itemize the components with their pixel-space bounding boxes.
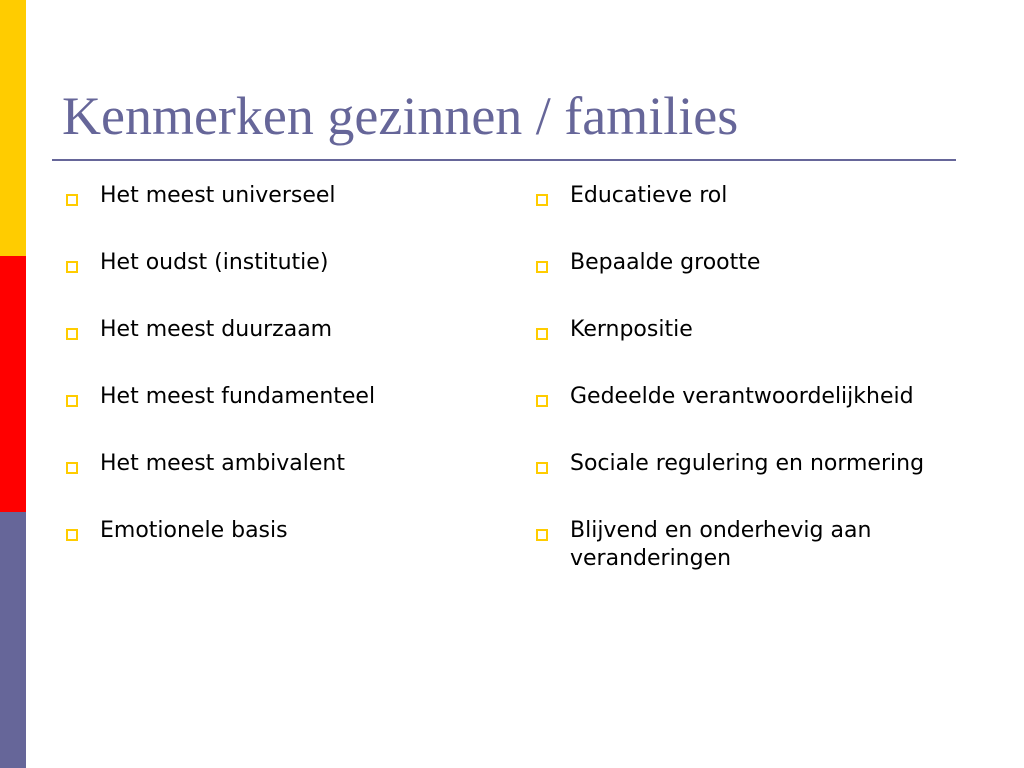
- square-bullet-icon: [536, 462, 548, 474]
- list-item-text: Kernpositie: [570, 317, 693, 342]
- square-bullet-icon: [66, 529, 78, 541]
- square-bullet-icon: [66, 395, 78, 407]
- list-item-text: Emotionele basis: [100, 518, 288, 543]
- title-divider: [52, 159, 956, 161]
- list-item: [534, 517, 954, 573]
- list-item-text: Het meest ambivalent: [100, 451, 345, 476]
- square-bullet-icon: [536, 529, 548, 541]
- list-item: [534, 249, 954, 277]
- square-bullet-icon: [536, 261, 548, 273]
- list-item-text: Het meest fundamenteel: [100, 384, 376, 409]
- square-bullet-icon: [536, 328, 548, 340]
- right-bullet-list: [534, 182, 954, 612]
- list-item: [64, 182, 484, 210]
- side-bar-red-segment: [0, 256, 26, 512]
- decorative-side-bar: [0, 0, 26, 768]
- square-bullet-icon: [66, 261, 78, 273]
- square-bullet-icon: [66, 462, 78, 474]
- left-bullet-list: [64, 182, 484, 584]
- list-item-text: Het meest duurzaam: [100, 317, 333, 342]
- list-item: [534, 450, 954, 478]
- square-bullet-icon: [536, 194, 548, 206]
- list-item-text: Bepaalde grootte: [570, 250, 761, 275]
- list-item-text: Sociale regulering en normering: [570, 451, 925, 476]
- square-bullet-icon: [536, 395, 548, 407]
- list-item: [64, 517, 484, 545]
- list-item-text: Blijvend en onderhevig aan veranderingen: [570, 518, 872, 571]
- list-item: [64, 249, 484, 277]
- list-item: [534, 316, 954, 344]
- side-bar-purple-segment: [0, 512, 26, 768]
- slide-title: Kenmerken gezinnen / families: [62, 86, 739, 146]
- square-bullet-icon: [66, 328, 78, 340]
- list-item: [534, 182, 954, 210]
- list-item: [64, 450, 484, 478]
- list-item: [64, 383, 484, 411]
- square-bullet-icon: [66, 194, 78, 206]
- list-item-text: Educatieve rol: [570, 183, 728, 208]
- list-item-text: Het meest universeel: [100, 183, 336, 208]
- list-item: [64, 316, 484, 344]
- list-item: [534, 383, 954, 411]
- list-item-text: Gedeelde verantwoordelijkheid: [570, 384, 914, 409]
- list-item-text: Het oudst (institutie): [100, 250, 329, 275]
- side-bar-yellow-segment: [0, 0, 26, 256]
